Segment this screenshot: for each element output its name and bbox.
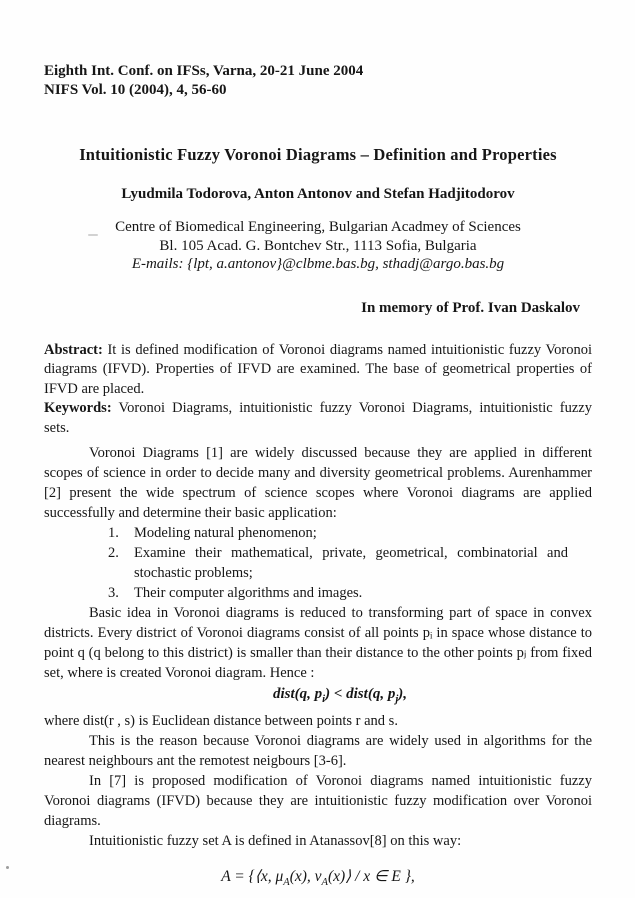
formula-dist-part2: ) <: [325, 686, 347, 702]
body-paragraph-6: Intuitionistic fuzzy set A is defined in Atanassov[8] on this way:: [89, 833, 462, 849]
paper-title: Intuitionistic Fuzzy Voronoi Diagrams – Definition and Properties: [79, 145, 557, 164]
formula-dist-sub-i: i: [322, 694, 326, 705]
body-paragraph-5: In [7] is proposed modification of Voronoi diagrams named intuitionistic fuzzy Voronoi diagrams (IFVD) because they are intuitionistic fuzzy modification over Voronoi diagrams.: [44, 773, 592, 829]
numbered-list: [108, 523, 568, 603]
formula-dist: [44, 684, 592, 710]
body-paragraph-1: Voronoi Diagrams [1] are widely discussed because they are applied in different scopes of science in order to decide many and diversity geometrical problems. Aurenhammer [2] present the wide spectrum of science scopes where Voronoi diagrams are applied successfully and determine their basic application:: [44, 445, 592, 521]
list-item-number: 1.: [108, 525, 119, 541]
list-item-1: [108, 523, 568, 543]
dedication-line: In memory of Prof. Ivan Daskalov: [361, 299, 580, 316]
conference-header: [44, 62, 592, 100]
authors-line: Lyudmila Todorova, Anton Antonov and Stefan Hadjitodorov: [121, 186, 515, 202]
conference-header-line2: NIFS Vol. 10 (2004), 4, 56-60: [44, 82, 227, 98]
scan-speck: [6, 866, 9, 869]
body-paragraph-3: where dist(r , s) is Euclidean distance between points r and s.: [44, 713, 398, 729]
list-item-number: 3.: [108, 585, 119, 601]
keywords-label: Keywords:: [44, 400, 112, 416]
formula-ifs-part3: (x), ν: [289, 868, 322, 885]
keywords-text: Voronoi Diagrams, intuitionistic fuzzy Voronoi Diagrams, intuitionistic fuzzy sets.: [44, 400, 592, 436]
formula-ifs-sub-A2: A: [321, 877, 328, 889]
list-item-2: [108, 543, 568, 583]
scan-speck: [88, 234, 98, 236]
body-paragraph-2: Basic idea in Voronoi diagrams is reduced to transforming part of space in convex districts. Every district of Voronoi diagrams consist of all points pᵢ in space whose distance to point q (q belong to this district) is smaller than their distance to the other points pⱼ from fixed set, where is created Voronoi diagram. Hence :: [44, 605, 592, 681]
formula-ifs-sub-A1: A: [283, 877, 290, 889]
keywords-paragraph: [44, 399, 592, 438]
list-item-text: Examine their mathematical, private, geometrical, combinatorial and stochastic problems;: [134, 545, 568, 581]
formula-ifs-part4: (x)⟩ / x ∈ E },: [327, 868, 415, 885]
formula-dist-part1: (q, p: [294, 686, 323, 702]
abstract-label: Abstract:: [44, 341, 103, 358]
formula-ifs-A: A: [221, 868, 231, 885]
abstract-block: [44, 341, 592, 439]
formula-dist-fn1: dist: [272, 686, 295, 702]
list-item-3: [108, 583, 568, 603]
conference-header-line1: Eighth Int. Conf. on IFSs, Varna, 20-21 June 2004: [44, 63, 364, 79]
formula-ifs: [44, 866, 592, 893]
list-item-text: Modeling natural phenomenon;: [134, 525, 317, 541]
body-paragraph-4: This is the reason because Voronoi diagrams are widely used in algorithms for the nearest neighbours ant the remotest neigbours [3-6].: [44, 733, 592, 769]
formula-dist-fn2: dist: [346, 686, 368, 702]
formula-dist-sub-j: j: [395, 694, 399, 705]
affiliation-block: [44, 218, 592, 274]
body-text: [44, 443, 592, 893]
formula-dist-part3: (q, p: [367, 686, 396, 702]
affiliation-line1: Centre of Biomedical Engineering, Bulgarian Acadmey of Sciences: [115, 219, 521, 235]
list-item-text: Their computer algorithms and images.: [134, 585, 363, 601]
formula-ifs-part2: = {⟨x, μ: [230, 868, 284, 885]
affiliation-line2: Bl. 105 Acad. G. Bontchev Str., 1113 Sofia, Bulgaria: [159, 237, 477, 254]
abstract-text: It is defined modification of Voronoi diagrams named intuitionistic fuzzy Voronoi diagrams (IFVD). Properties of IFVD are examined. The base of geometrical properties of IFVD are placed.: [44, 341, 592, 397]
abstract-paragraph: [44, 341, 592, 400]
list-item-number: 2.: [108, 545, 119, 561]
emails-line: E-mails: {lpt, a.antonov}@clbme.bas.bg, sthadj@argo.bas.bg: [131, 256, 505, 272]
formula-dist-part4: ),: [398, 686, 407, 702]
